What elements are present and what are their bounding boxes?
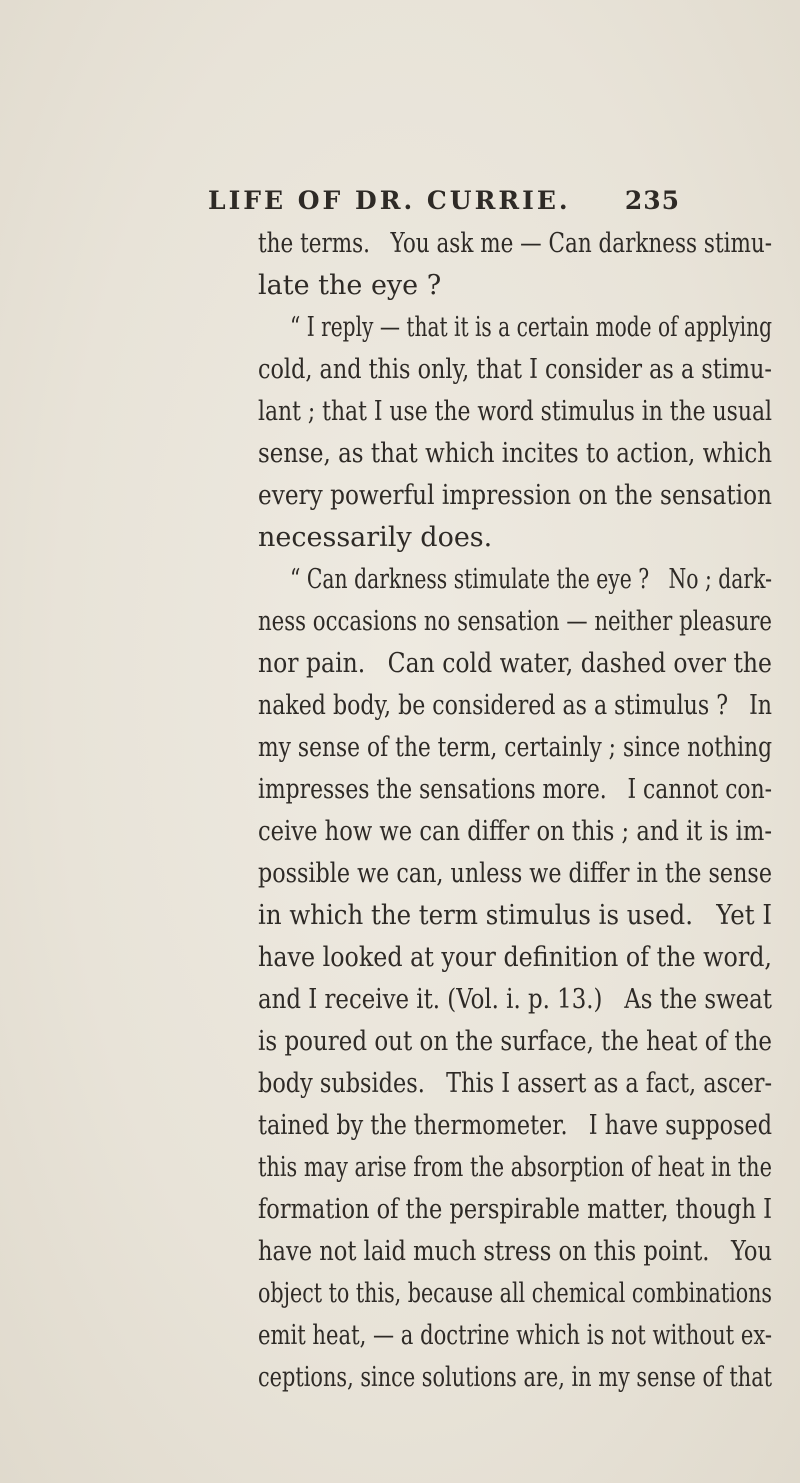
text-line: object to this, because all chemical combinations (258, 1278, 773, 1309)
text-line: late the eye ? (258, 270, 442, 301)
text-line: tained by the thermometer. I have supposed (258, 1110, 773, 1141)
text-line: ceptions, since solutions are, in my sense of that (258, 1362, 773, 1393)
text-line: the terms. You ask me — Can darkness stimu- (258, 228, 773, 259)
text-line: lant ; that I use the word stimulus in the usual (258, 396, 773, 427)
text-line: have looked at your definition of the word, (258, 942, 772, 973)
text-line: and I receive it. (Vol. i. p. 13.) As the sweat (258, 984, 772, 1015)
text-line: body subsides. This I assert as a fact, ascer- (258, 1068, 773, 1099)
text-line: this may arise from the absorption of heat in the (258, 1152, 772, 1183)
page-number: 235 (624, 186, 680, 215)
running-head (208, 186, 680, 222)
text-line: nor pain. Can cold water, dashed over the (258, 648, 772, 679)
text-line: naked body, be considered as a stimulus ? In (258, 690, 773, 721)
text-line: “ I reply — that it is a certain mode of applying (290, 312, 772, 343)
text-line: have not laid much stress on this point. You (258, 1236, 773, 1267)
text-line: ness occasions no sensation — neither pleasure (258, 606, 773, 637)
running-title: LIFE OF DR. CURRIE. (208, 186, 571, 215)
text-line: sense, as that which incites to action, which (258, 438, 773, 469)
text-line: impresses the sensations more. I cannot con- (258, 774, 773, 805)
text-line: my sense of the term, certainly ; since nothing (258, 732, 773, 763)
text-line: necessarily does. (258, 522, 493, 553)
text-line: cold, and this only, that I consider as a stimu- (258, 354, 772, 385)
text-line: emit heat, — a doctrine which is not without ex- (258, 1320, 772, 1351)
text-line: “ Can darkness stimulate the eye ? No ; dark- (290, 564, 772, 595)
text-line: in which the term stimulus is used. Yet I (258, 900, 772, 931)
text-line: ceive how we can differ on this ; and it is im- (258, 816, 772, 847)
text-line: possible we can, unless we differ in the sense (258, 858, 772, 889)
text-line: every powerful impression on the sensation (258, 480, 772, 511)
text-line: is poured out on the surface, the heat of the (258, 1026, 772, 1057)
text-line: formation of the perspirable matter, though I (258, 1194, 772, 1225)
